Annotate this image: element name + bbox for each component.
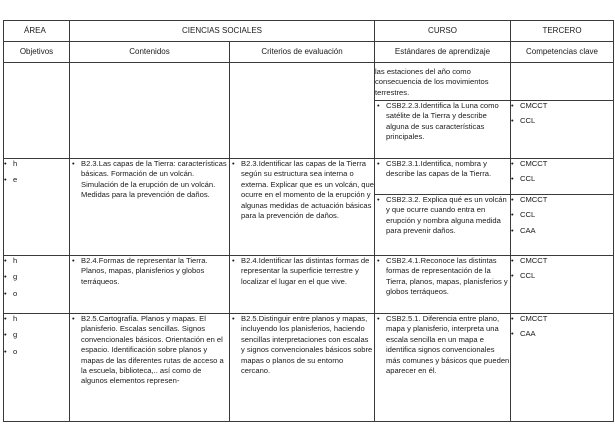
competence-code: • CCL (511, 271, 613, 281)
objective-code: • o (4, 289, 69, 299)
criteria-text: • B2.3.Identificar las capas de la Tierra según su estructura sea interna o externa. Explicar que es un volcán, que ocurre en el momento de la erupción y algunas medidas de actuación básicas para la prevención de daños. (232, 159, 374, 221)
standard-cell (375, 101, 511, 159)
table-row (4, 159, 614, 195)
competencias-cell (511, 314, 614, 422)
objetivos-cell (4, 159, 70, 256)
contenidos-cell (70, 314, 230, 422)
competencias-cell (511, 195, 614, 256)
criteria-text: • B2.5.Distinguir entre planos y mapas, incluyendo los planisferios, haciendo sencillas interpretaciones con escalas y signos convencionales básicos sobre mapas o planos de su entorno cercano. (232, 314, 374, 376)
area-label: ÁREA (4, 21, 70, 42)
objective-code: • h (4, 314, 69, 324)
col-contenidos: Contenidos (70, 42, 230, 63)
content-text: • B2.3.Las capas de la Tierra: características básicas. Formación de un volcán. Simulación de la erupción de un volcán. Medidas para la prevención de daños. (72, 159, 229, 201)
curso-label: CURSO (375, 21, 511, 42)
standard-cell (375, 63, 511, 101)
objective-code: • o (4, 347, 69, 357)
col-estandares: Estándares de aprendizaje (375, 42, 511, 63)
standard-text: • CSB2.2.3.Identifica la Luna como satélite de la Tierra y describe alguna de sus características principales. (377, 101, 510, 143)
competencias-cell (511, 256, 614, 314)
contenidos-cell (70, 63, 230, 159)
table-row (4, 314, 614, 422)
contenidos-cell (70, 256, 230, 314)
contenidos-cell (70, 159, 230, 256)
competence-code: • CMCCT (511, 101, 613, 111)
table-row (4, 63, 614, 101)
standard-text: • CSB2.4.1.Reconoce las distintas formas de representación de la Tierra, planos, mapas, planisferios y globos terráqueos. (377, 256, 510, 298)
objetivos-cell (4, 314, 70, 422)
competence-code: • CMCCT (511, 159, 613, 169)
competence-code: • CCL (511, 174, 613, 184)
standard-text: • CSB2.3.2. Explica qué es un volcán y que ocurre cuando entra en erupción y nombra alguna medida para prevenir daños. (377, 195, 510, 237)
col-competencias: Competencias clave (511, 42, 614, 63)
standard-text: • CSB2.3.1.Identifica, nombra y describe las capas de la Tierra. (377, 159, 510, 180)
area-value: CIENCIAS SOCIALES (70, 21, 375, 42)
objective-code: • h (4, 256, 69, 266)
objective-code: • g (4, 272, 69, 282)
col-objetivos: Objetivos (4, 42, 70, 63)
header-row (4, 21, 614, 42)
competence-code: • CCL (511, 210, 613, 220)
standard-text: las estaciones del año como consecuencia de los movimientos terrestres. (375, 67, 489, 97)
competence-code: • CCL (511, 116, 613, 126)
competencias-cell (511, 101, 614, 159)
col-criterios: Criterios de evaluación (230, 42, 375, 63)
competence-code: • CMCCT (511, 256, 613, 266)
curso-value: TERCERO (511, 21, 614, 42)
competence-code: • CMCCT (511, 195, 613, 205)
competencias-cell (511, 63, 614, 101)
objetivos-cell (4, 256, 70, 314)
objective-code: • g (4, 330, 69, 340)
standard-cell (375, 256, 511, 314)
column-header-row (4, 42, 614, 63)
criterios-cell (230, 63, 375, 159)
curriculum-table (3, 20, 614, 422)
criterios-cell (230, 256, 375, 314)
standard-text: • CSB2.5.1. Diferencia entre plano, mapa y planisferio, interpreta una escala sencilla en un mapa e identifica signos convencionales más comunes y básicos que pueden aparecer en él. (377, 314, 510, 376)
standard-cell (375, 159, 511, 195)
criterios-cell (230, 159, 375, 256)
standard-cell (375, 195, 511, 256)
criteria-text: • B2.4.Identificar las distintas formas de representar la superficie terrestre y localizar el lugar en el que vive. (232, 256, 374, 287)
objetivos-cell (4, 63, 70, 159)
standard-cell (375, 314, 511, 422)
objective-code: • e (4, 175, 69, 185)
table-row (4, 256, 614, 314)
competence-code: • CAA (511, 329, 613, 339)
competence-code: • CMCCT (511, 314, 613, 324)
competencias-cell (511, 159, 614, 195)
content-text: • B2.4.Formas de representar la Tierra. Planos, mapas, planisferios y globos terráqueos. (72, 256, 229, 287)
content-text: • B2.5.Cartografía. Planos y mapas. El planisferio. Escalas sencillas. Signos convencionales básicos. Orientación en el espacio. Identificación sobre planos y mapas de las diferentes rutas de acceso a la escuela, biblioteca,.. así como de algunos elementos represen- (72, 314, 229, 387)
criterios-cell (230, 314, 375, 422)
objective-code: • h (4, 159, 69, 169)
competence-code: • CAA (511, 226, 613, 236)
